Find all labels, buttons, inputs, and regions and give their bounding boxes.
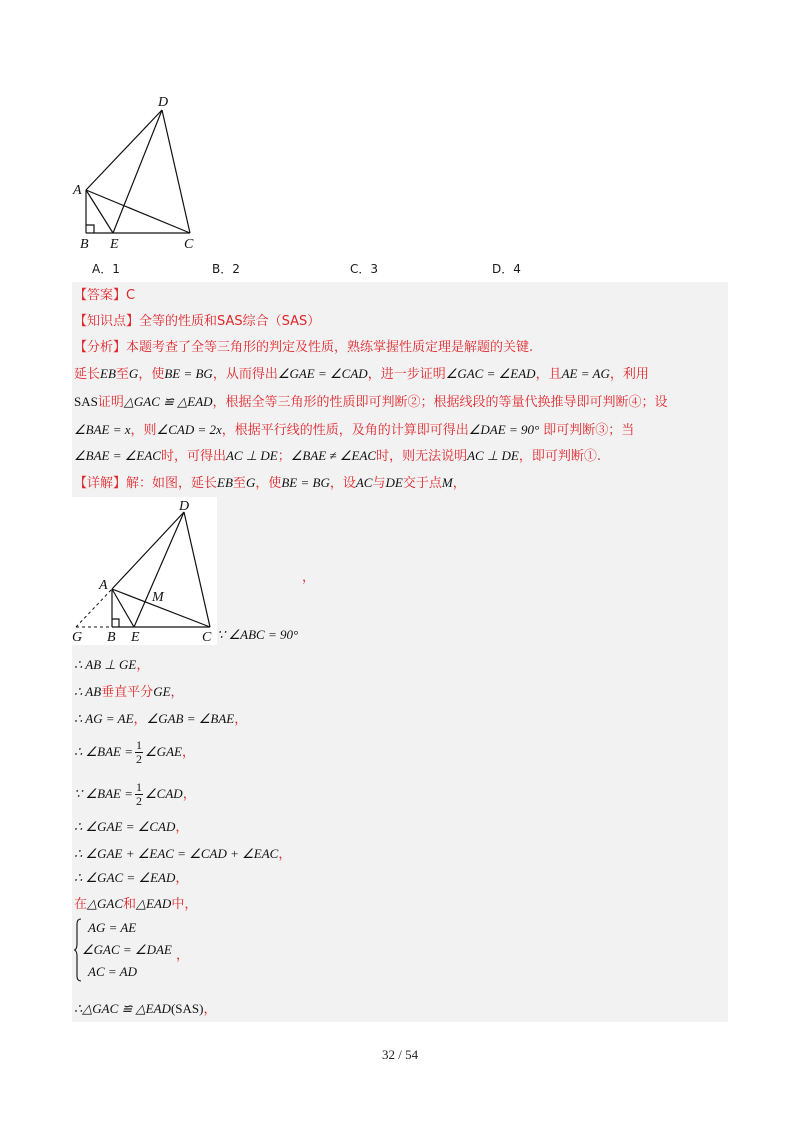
figure2-caption: ∵ ∠ABC = 90°	[217, 627, 299, 642]
text-run: ，	[203, 1002, 217, 1017]
math-run: BE = BG	[164, 366, 213, 381]
text-run: 即可判断③；当	[539, 423, 635, 438]
page-separator: /	[398, 1047, 402, 1062]
step-2	[74, 683, 184, 702]
math-run: G	[245, 475, 256, 490]
text-run: ，	[136, 658, 150, 673]
text-run: 时，则无法说明	[376, 449, 468, 464]
label-e-2: E	[131, 630, 140, 645]
label-c-2: C	[202, 630, 212, 645]
detail-intro-line	[74, 474, 466, 493]
math-run: △EAD	[136, 896, 172, 911]
math-run: ∠GAE = ∠CAD	[277, 366, 368, 381]
math-run: ∴ ∠GAE = ∠CAD	[74, 819, 176, 834]
label-d-2: D	[179, 499, 190, 514]
text-run: ，	[182, 787, 196, 802]
analysis-text: 本题考查了全等三角形的判定及性质，熟练掌握性质定理是解题的关键.	[126, 340, 534, 355]
math-run: G	[128, 366, 139, 381]
label-c: C	[184, 237, 194, 252]
segment-ad	[86, 110, 162, 190]
text-run: ，	[133, 712, 147, 727]
option-b: B．2	[212, 262, 240, 276]
label-e: E	[110, 237, 119, 252]
math-run: ∴ ∠BAE =	[74, 744, 134, 759]
system-eq-1: AG = AE	[88, 920, 137, 935]
math-run: ∠BAE = ∠EAC	[74, 448, 161, 463]
text-run: 垂直平分	[101, 685, 154, 700]
math-run: ∴ AB	[74, 684, 102, 699]
knowledge-tag: 【知识点】	[74, 314, 140, 329]
label-d: D	[158, 95, 169, 110]
math-run: ∴ ∠GAE + ∠EAC = ∠CAD + ∠EAC	[74, 846, 279, 861]
math-run: AE = AG	[561, 366, 610, 381]
segment-ae	[86, 190, 113, 233]
label-a: A	[73, 183, 82, 198]
text-run: ，	[452, 476, 466, 491]
text-run: 证明	[97, 395, 124, 410]
math-run: SAS	[74, 394, 98, 409]
analysis-line-2	[74, 393, 668, 412]
text-run: ，使	[255, 476, 282, 491]
system-eq-2: ∠GAC = ∠DAE	[82, 942, 172, 957]
math-run: ∠DAE = 90°	[468, 422, 540, 437]
math-run: ∠GAC = ∠EAD	[445, 366, 536, 381]
math-run: ∵ ∠BAE =	[74, 786, 134, 801]
text-run: ，根据平行线的性质，及角的计算即可得出	[221, 423, 469, 438]
analysis-line-4	[74, 447, 601, 466]
segment-dc	[162, 110, 190, 233]
text-run: 交于点	[402, 476, 442, 491]
page-current: 32	[381, 1047, 395, 1062]
label-b: B	[80, 237, 89, 252]
math-run: ∴△GAC ≌ △EAD	[74, 1001, 171, 1016]
answer-line	[74, 287, 135, 305]
text-run: ，使	[138, 367, 165, 382]
label-g-2: G	[72, 630, 83, 645]
segment-ac	[86, 190, 190, 233]
text-run: 中，	[171, 897, 198, 912]
figure-triangle-extended	[72, 497, 217, 645]
system-eq-3: AC = AD	[88, 964, 137, 979]
text-run: ，	[234, 712, 248, 727]
math-run: EB	[100, 366, 116, 381]
text-run: ，	[278, 847, 292, 862]
text-run: ，	[181, 745, 195, 760]
math-run: ∠CAD = 2x	[156, 422, 222, 437]
math-run: EB	[217, 475, 233, 490]
conclusion-line	[74, 1000, 216, 1019]
step-6	[74, 818, 188, 837]
text-run: 至	[232, 476, 246, 491]
step-9	[74, 895, 197, 914]
text-run: ，则	[130, 423, 157, 438]
left-brace	[74, 918, 82, 982]
text-run: ，根据全等三角形的性质即可判断②；根据线段的等量代换推导即可判断④；设	[212, 395, 668, 410]
text-run: ，利用	[609, 367, 649, 382]
text-run: 时，可得出	[160, 449, 226, 464]
step-3	[74, 710, 247, 729]
step-7	[74, 845, 291, 864]
page-number	[0, 1047, 800, 1063]
text-run: ，设	[329, 476, 356, 491]
text-run: ；	[277, 449, 291, 464]
fraction: $\frac{1}{2}$	[136, 738, 143, 766]
math-run: ∠BAE = x	[74, 422, 131, 437]
answer-value: C	[126, 288, 136, 303]
text-run: 和	[123, 897, 137, 912]
math-run: ∴ ∠GAC = ∠EAD	[74, 870, 176, 885]
math-run: ∴ AB ⊥ GE	[74, 657, 137, 672]
label-m-2: M	[152, 590, 164, 605]
analysis-tag: 【分析】	[74, 340, 127, 355]
math-run: ∠BAE ≠ ∠EAC	[290, 448, 377, 463]
text-run: 与	[372, 476, 386, 491]
option-d: D．4	[492, 262, 521, 276]
option-c: C．3	[350, 262, 379, 276]
math-run: DE	[385, 475, 403, 490]
knowledge-line	[74, 313, 320, 331]
math-run: ∠GAB = ∠BAE	[146, 711, 235, 726]
segment-de	[113, 110, 162, 233]
text-run: 在	[74, 897, 88, 912]
step-4	[74, 739, 195, 766]
math-run: M	[441, 475, 453, 490]
page-total: 54	[405, 1047, 419, 1062]
analysis-header-line	[74, 339, 533, 357]
answer-tag: 【答案】	[74, 288, 127, 303]
text-run: ，即可判断①.	[518, 449, 602, 464]
detail-tag: 【详解】	[74, 476, 127, 491]
text-run: ，从而得出	[212, 367, 278, 382]
math-run: ∴ AG = AE	[74, 711, 134, 726]
math-run: ∠CAD	[145, 786, 183, 801]
text-run: ，	[175, 871, 189, 886]
step-8	[74, 869, 188, 888]
system-comma: ，	[176, 948, 190, 963]
figure-triangle-abcde	[70, 92, 210, 252]
right-angle-mark-b	[86, 225, 94, 233]
detail-intro	[126, 476, 466, 491]
math-run: AC ⊥ DE	[225, 448, 278, 463]
math-run: BE = BG	[281, 475, 330, 490]
answer-options	[92, 260, 612, 278]
text-run: ，且	[535, 367, 562, 382]
math-run: △GAC	[87, 896, 124, 911]
option-a: A．1	[92, 262, 120, 276]
text-run: 至	[115, 367, 129, 382]
text-run: ，	[170, 685, 184, 700]
label-b-2: B	[107, 630, 116, 645]
text-run: 延长	[74, 367, 101, 382]
math-run: △GAC ≌ △EAD	[123, 394, 213, 409]
step-1	[74, 656, 149, 675]
text-run: 解：如图，延长	[126, 476, 218, 491]
text-run: ，进一步证明	[367, 367, 446, 382]
fraction: $\frac{1}{2}$	[136, 780, 143, 808]
step-5	[74, 781, 196, 808]
math-run: AC ⊥ DE	[467, 448, 519, 463]
math-run: AC	[355, 475, 373, 490]
knowledge-text: 全等的性质和SAS综合（SAS）	[139, 314, 321, 329]
analysis-line-3	[74, 421, 634, 440]
analysis-line-1	[74, 365, 649, 384]
math-run: GE	[153, 684, 171, 699]
math-run: (SAS)	[170, 1001, 204, 1016]
stray-comma: ，	[302, 570, 316, 585]
text-run: ，	[175, 820, 189, 835]
math-run: ∠GAE	[145, 744, 182, 759]
label-a-2: A	[99, 578, 108, 593]
